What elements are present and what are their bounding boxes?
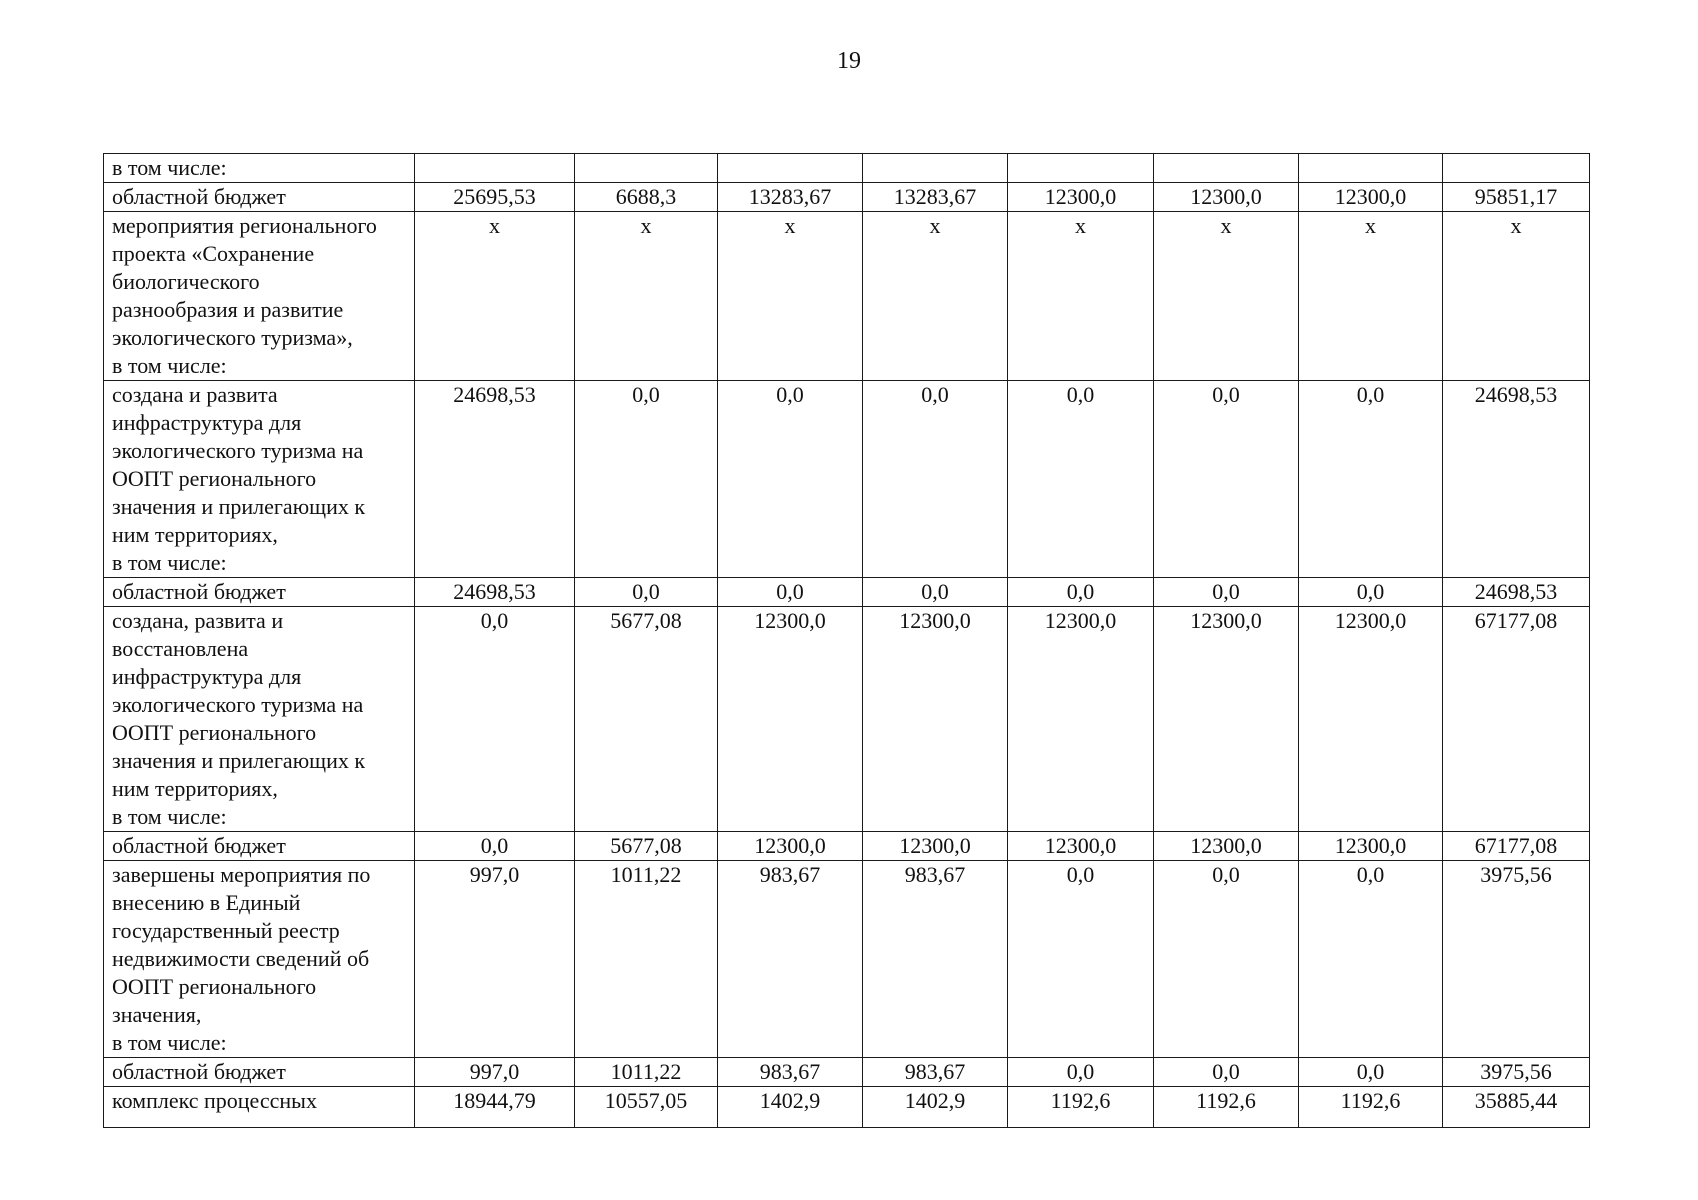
year-value-cell <box>863 154 1008 183</box>
total-cell: 95851,17 <box>1443 183 1590 212</box>
year-value-cell: х <box>1299 212 1443 381</box>
table-row <box>104 861 1590 1058</box>
row-label: областной бюджет <box>104 832 415 861</box>
year-value-cell: 0,0 <box>415 607 575 832</box>
year-value-cell: 6688,3 <box>575 183 718 212</box>
year-value-cell: 12300,0 <box>718 832 863 861</box>
year-value-cell: 997,0 <box>415 861 575 1058</box>
year-value-cell: х <box>718 212 863 381</box>
table-row <box>104 154 1590 183</box>
table-row <box>104 607 1590 832</box>
year-value-cell: 0,0 <box>575 578 718 607</box>
year-value-cell: 0,0 <box>1154 1058 1299 1087</box>
year-value-cell: 24698,53 <box>415 578 575 607</box>
year-value-cell: 12300,0 <box>863 607 1008 832</box>
table-row <box>104 832 1590 861</box>
year-value-cell: х <box>1154 212 1299 381</box>
total-cell <box>1443 154 1590 183</box>
year-value-cell: 5677,08 <box>575 832 718 861</box>
page-number: 19 <box>837 48 861 74</box>
year-value-cell: 13283,67 <box>718 183 863 212</box>
total-cell: 67177,08 <box>1443 607 1590 832</box>
year-value-cell: 1192,6 <box>1154 1087 1299 1128</box>
year-value-cell: 0,0 <box>1299 861 1443 1058</box>
year-value-cell <box>415 154 575 183</box>
row-label: комплекс процессных <box>104 1087 415 1128</box>
year-value-cell <box>718 154 863 183</box>
total-cell: 3975,56 <box>1443 861 1590 1058</box>
year-value-cell: 18944,79 <box>415 1087 575 1128</box>
table-row <box>104 1058 1590 1087</box>
year-value-cell: 983,67 <box>863 861 1008 1058</box>
total-cell: х <box>1443 212 1590 381</box>
year-value-cell: 0,0 <box>1154 578 1299 607</box>
year-value-cell: 12300,0 <box>1154 183 1299 212</box>
total-cell: 24698,53 <box>1443 578 1590 607</box>
year-value-cell: 12300,0 <box>718 607 863 832</box>
row-label: мероприятия регионального проекта «Сохранение биологического разнообразия и развитие экологического туризма», в том числе: <box>104 212 415 381</box>
total-cell: 3975,56 <box>1443 1058 1590 1087</box>
year-value-cell: 0,0 <box>1299 1058 1443 1087</box>
year-value-cell: 0,0 <box>718 381 863 578</box>
year-value-cell: 1192,6 <box>1299 1087 1443 1128</box>
year-value-cell: 0,0 <box>863 578 1008 607</box>
year-value-cell: х <box>863 212 1008 381</box>
year-value-cell: 0,0 <box>575 381 718 578</box>
year-value-cell: 0,0 <box>1154 381 1299 578</box>
total-cell: 35885,44 <box>1443 1087 1590 1128</box>
year-value-cell: х <box>415 212 575 381</box>
year-value-cell: 0,0 <box>863 381 1008 578</box>
year-value-cell: 12300,0 <box>863 832 1008 861</box>
table-row <box>104 183 1590 212</box>
table-row <box>104 1087 1590 1128</box>
year-value-cell: 0,0 <box>1008 861 1154 1058</box>
year-value-cell: 10557,05 <box>575 1087 718 1128</box>
year-value-cell: 12300,0 <box>1154 832 1299 861</box>
year-value-cell <box>1154 154 1299 183</box>
year-value-cell: 24698,53 <box>415 381 575 578</box>
year-value-cell: 997,0 <box>415 1058 575 1087</box>
row-label: создана, развита и восстановлена инфраструктура для экологического туризма на ООПТ регионального значения и прилегающих к ним территориях, в том числе: <box>104 607 415 832</box>
year-value-cell: 1402,9 <box>863 1087 1008 1128</box>
year-value-cell: 1192,6 <box>1008 1087 1154 1128</box>
table-row <box>104 578 1590 607</box>
year-value-cell: 13283,67 <box>863 183 1008 212</box>
row-label: в том числе: <box>104 154 415 183</box>
budget-table <box>103 153 1590 1128</box>
year-value-cell: 983,67 <box>863 1058 1008 1087</box>
year-value-cell: х <box>575 212 718 381</box>
table-row <box>104 212 1590 381</box>
year-value-cell: 12300,0 <box>1299 607 1443 832</box>
row-label: создана и развита инфраструктура для экологического туризма на ООПТ регионального значения и прилегающих к ним территориях, в том числе: <box>104 381 415 578</box>
year-value-cell: 983,67 <box>718 1058 863 1087</box>
row-label: областной бюджет <box>104 183 415 212</box>
table-body <box>104 154 1590 1128</box>
table-row <box>104 381 1590 578</box>
year-value-cell: 0,0 <box>1008 381 1154 578</box>
year-value-cell: 0,0 <box>1299 578 1443 607</box>
year-value-cell: 12300,0 <box>1299 832 1443 861</box>
year-value-cell <box>1299 154 1443 183</box>
row-label: завершены мероприятия по внесению в Единый государственный реестр недвижимости сведений об ООПТ регионального значения, в том числе: <box>104 861 415 1058</box>
year-value-cell: 1402,9 <box>718 1087 863 1128</box>
year-value-cell: 12300,0 <box>1008 607 1154 832</box>
total-cell: 24698,53 <box>1443 381 1590 578</box>
year-value-cell: 0,0 <box>1154 861 1299 1058</box>
row-label: областной бюджет <box>104 578 415 607</box>
year-value-cell: 1011,22 <box>575 861 718 1058</box>
year-value-cell: 12300,0 <box>1008 183 1154 212</box>
year-value-cell: 12300,0 <box>1008 832 1154 861</box>
year-value-cell: 5677,08 <box>575 607 718 832</box>
year-value-cell: 0,0 <box>1008 578 1154 607</box>
year-value-cell: 0,0 <box>718 578 863 607</box>
year-value-cell: 1011,22 <box>575 1058 718 1087</box>
row-label: областной бюджет <box>104 1058 415 1087</box>
year-value-cell: 0,0 <box>1008 1058 1154 1087</box>
total-cell: 67177,08 <box>1443 832 1590 861</box>
year-value-cell: 0,0 <box>415 832 575 861</box>
year-value-cell: 983,67 <box>718 861 863 1058</box>
year-value-cell: 0,0 <box>1299 381 1443 578</box>
year-value-cell <box>1008 154 1154 183</box>
year-value-cell <box>575 154 718 183</box>
year-value-cell: х <box>1008 212 1154 381</box>
year-value-cell: 12300,0 <box>1299 183 1443 212</box>
year-value-cell: 25695,53 <box>415 183 575 212</box>
year-value-cell: 12300,0 <box>1154 607 1299 832</box>
